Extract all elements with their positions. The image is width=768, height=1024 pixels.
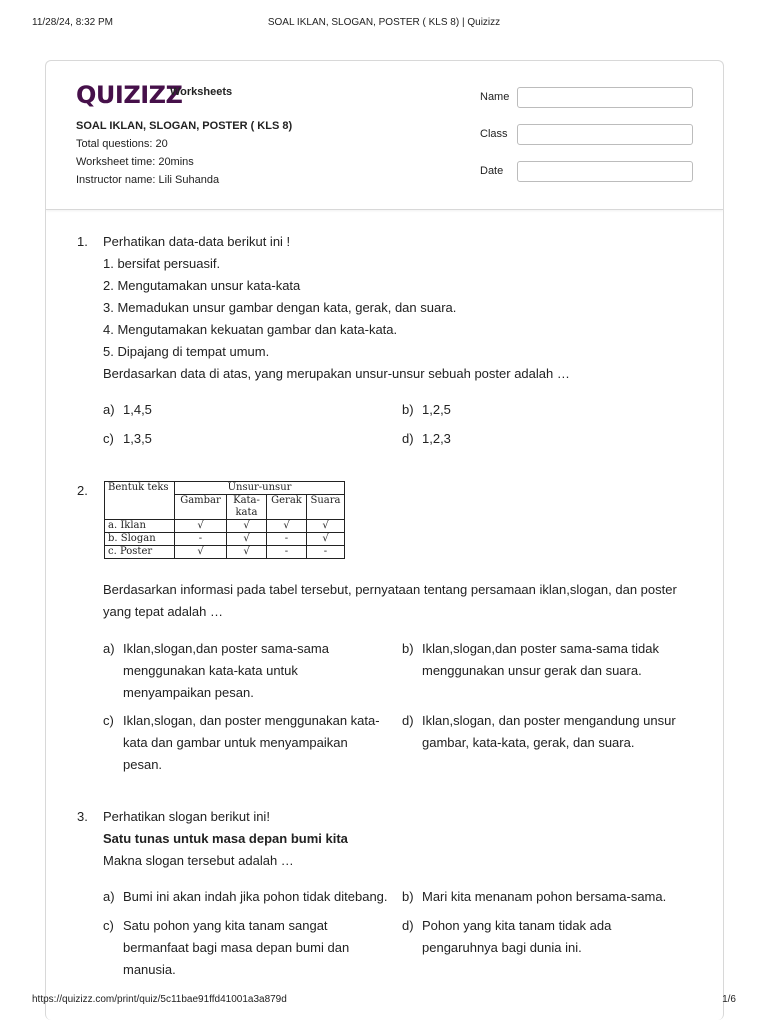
question-table	[104, 481, 345, 559]
question-line: Perhatikan slogan berikut ini!	[103, 809, 270, 824]
question-line: Makna slogan tersebut adalah …	[103, 853, 294, 868]
option-line: Mari kita menanam pohon bersama-sama.	[422, 889, 667, 904]
table-cell: √	[175, 546, 227, 559]
option-d[interactable]	[402, 710, 698, 754]
option-letter: b)	[402, 402, 414, 417]
print-header	[32, 17, 736, 31]
table-cell: -	[175, 533, 227, 546]
option-line: menyampaikan pesan.	[123, 685, 254, 700]
date-field[interactable]	[517, 161, 693, 182]
option-line: Pohon yang kita tanam tidak ada	[422, 918, 612, 933]
question-number: 3.	[77, 809, 88, 824]
option-line: manusia.	[123, 962, 176, 977]
option-letter: b)	[402, 641, 414, 656]
worksheet-time: Worksheet time: 20mins	[76, 156, 194, 168]
option-letter: c)	[103, 431, 114, 446]
option-line: Iklan,slogan, dan poster menggunakan kata-	[123, 713, 380, 728]
print-page-title: SOAL IKLAN, SLOGAN, POSTER ( KLS 8) | Quizizz	[267, 17, 501, 28]
name-field[interactable]	[517, 87, 693, 108]
table-cell: √	[175, 520, 227, 533]
option-c[interactable]	[103, 710, 399, 776]
worksheet-card	[45, 60, 724, 1020]
question-line: 3. Memadukan unsur gambar dengan kata, gerak, dan suara.	[103, 300, 457, 315]
table-cell: √	[307, 520, 345, 533]
table-cell: √	[227, 520, 267, 533]
question-line: Perhatikan data-data berikut ini !	[103, 234, 291, 249]
table-cell: √	[227, 546, 267, 559]
option-line: Bumi ini akan indah jika pohon tidak ditebang.	[123, 889, 388, 904]
option-letter: b)	[402, 889, 414, 904]
option-line: kata dan gambar untuk menyampaikan	[123, 735, 348, 750]
option-letter: a)	[103, 402, 115, 417]
question-line: Berdasarkan data di atas, yang merupakan unsur-unsur sebuah poster adalah …	[103, 366, 570, 381]
option-line: Iklan,slogan,dan poster sama-sama tidak	[422, 641, 660, 656]
option-line: pesan.	[123, 757, 163, 772]
question-line: Berdasarkan informasi pada tabel tersebut, pernyataan tentang persamaan iklan,slogan, dan poster	[103, 582, 677, 597]
table-row	[105, 533, 345, 546]
option-letter: a)	[103, 889, 115, 904]
option-line: menggunakan kata-kata untuk	[123, 663, 298, 678]
option-letter: c)	[103, 713, 114, 728]
table-header: Bentuk teks	[105, 482, 175, 520]
option-line: Satu pohon yang kita tanam sangat	[123, 918, 328, 933]
option-a[interactable]	[103, 399, 393, 421]
question-line: 4. Mengutamakan kekuatan gambar dan kata-kata.	[103, 322, 398, 337]
option-line: Iklan,slogan, dan poster mengandung unsur	[422, 713, 676, 728]
option-line: menggunakan unsur gerak dan suara.	[422, 663, 642, 678]
class-label: Class	[480, 128, 508, 140]
instructor-name: Instructor name: Lili Suhanda	[76, 174, 220, 186]
quizizz-logo: QUIZIZZ	[76, 81, 183, 109]
question-text	[103, 579, 699, 623]
option-d[interactable]	[402, 915, 698, 959]
table-subheader: Gambar	[175, 495, 227, 520]
option-d[interactable]	[402, 428, 692, 450]
table-cell: -	[267, 533, 307, 546]
option-letter: d)	[402, 431, 414, 446]
option-line: pengaruhnya bagi dunia ini.	[422, 940, 582, 955]
table-cell: √	[267, 520, 307, 533]
question-text	[103, 231, 699, 385]
option-letter: a)	[103, 641, 115, 656]
question-line: 1. bersifat persuasif.	[103, 256, 221, 271]
class-field[interactable]	[517, 124, 693, 145]
question-line: 2. Mengutamakan unsur kata-kata	[103, 278, 301, 293]
question-number: 2.	[77, 483, 88, 498]
table-row	[105, 546, 345, 559]
option-text: 1,2,5	[422, 402, 451, 417]
option-line: gambar, kata-kata, gerak, dan suara.	[422, 735, 635, 750]
table-cell: -	[267, 546, 307, 559]
logo-subtitle: Worksheets	[170, 86, 233, 98]
question-line: yang tepat adalah …	[103, 604, 223, 619]
table-row	[105, 520, 345, 533]
slogan-text: Satu tunas untuk masa depan bumi kita	[103, 831, 348, 846]
table-subheader: Gerak	[267, 495, 307, 520]
option-text: 1,3,5	[123, 431, 152, 446]
option-b[interactable]	[402, 638, 698, 682]
table-subheader: Suara	[307, 495, 345, 520]
table-cell: a. Iklan	[105, 520, 175, 533]
option-b[interactable]	[402, 399, 692, 421]
question-number: 1.	[77, 234, 88, 249]
table-header: Unsur-unsur	[175, 482, 345, 495]
page-number: 1/6	[722, 994, 736, 1005]
worksheet-title: SOAL IKLAN, SLOGAN, POSTER ( KLS 8)	[76, 120, 293, 132]
print-datetime: 11/28/24, 8:32 PM	[32, 17, 113, 28]
name-label: Name	[480, 91, 510, 103]
table-cell: c. Poster	[105, 546, 175, 559]
table-cell: -	[307, 546, 345, 559]
table-cell: √	[307, 533, 345, 546]
option-a[interactable]	[103, 638, 399, 704]
print-footer	[32, 994, 736, 1008]
option-text: 1,2,3	[422, 431, 451, 446]
option-line: Iklan,slogan,dan poster sama-sama	[123, 641, 329, 656]
option-letter: d)	[402, 713, 414, 728]
option-line: bermanfaat bagi masa depan bumi dan	[123, 940, 350, 955]
table-cell: b. Slogan	[105, 533, 175, 546]
worksheet-header	[46, 61, 723, 210]
option-c[interactable]	[103, 428, 393, 450]
option-a[interactable]	[103, 886, 399, 908]
table-subheader: Kata-kata	[227, 495, 267, 520]
date-label: Date	[480, 165, 504, 177]
option-letter: c)	[103, 918, 114, 933]
question-text	[103, 806, 699, 872]
print-url: https://quizizz.com/print/quiz/5c11bae91ffd41001a3a879d	[32, 994, 287, 1005]
option-letter: d)	[402, 918, 414, 933]
option-b[interactable]	[402, 886, 698, 908]
question-line: 5. Dipajang di tempat umum.	[103, 344, 270, 359]
table-cell: √	[227, 533, 267, 546]
total-questions: Total questions: 20	[76, 138, 168, 150]
option-c[interactable]	[103, 915, 399, 981]
option-text: 1,4,5	[123, 402, 152, 417]
